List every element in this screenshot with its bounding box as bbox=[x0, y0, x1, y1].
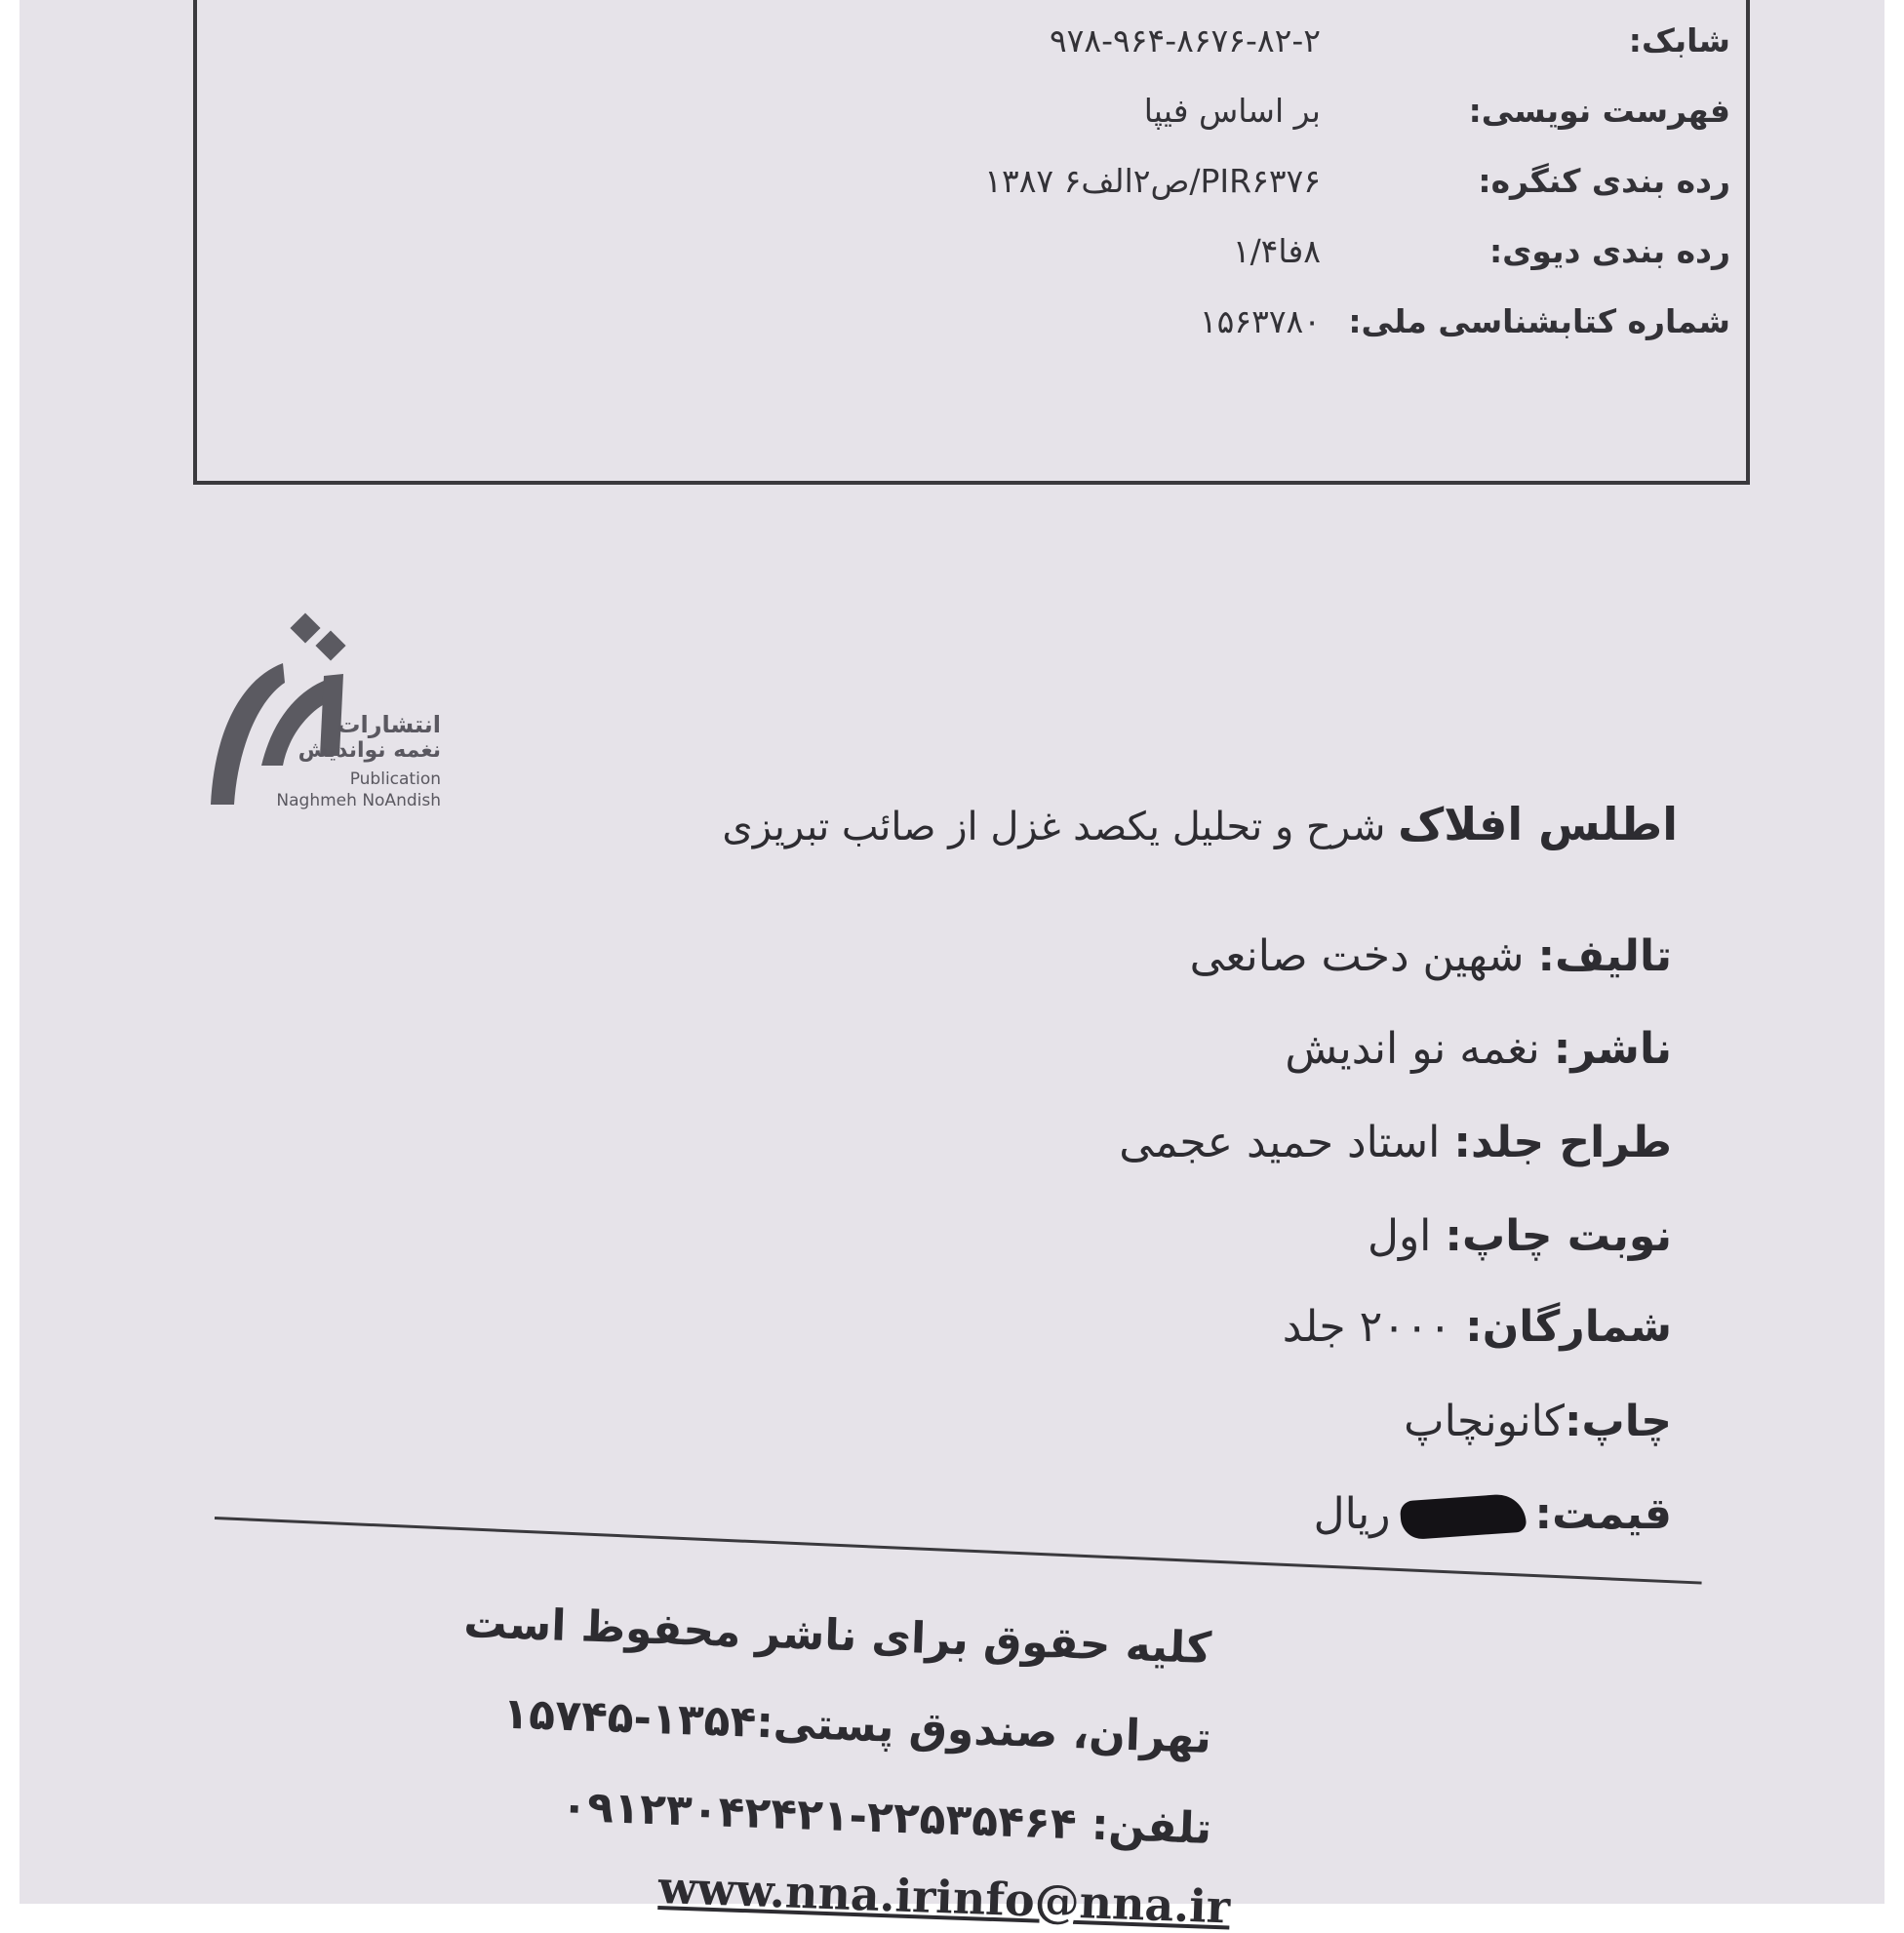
edition-value: اول bbox=[1367, 1211, 1432, 1261]
publisher-value: نغمه نو اندیش bbox=[1285, 1024, 1540, 1074]
publisher-label: ناشر: bbox=[1553, 1024, 1672, 1074]
logo-name-en-2: Naghmeh NoAndish bbox=[276, 791, 441, 810]
printer-row bbox=[1404, 1397, 1672, 1446]
cip-row-isbn bbox=[209, 21, 1730, 76]
price-label: قیمت: bbox=[1534, 1489, 1672, 1539]
phone-numbers: تلفن: ۲۲۵۳۵۴۶۴-۰۹۱۲۳۰۴۲۴۲۱ bbox=[560, 1781, 1212, 1854]
cover-designer-row bbox=[1119, 1118, 1672, 1167]
cip-row-cataloging bbox=[209, 92, 1730, 146]
print-run-label: شمارگان: bbox=[1465, 1302, 1672, 1352]
dewey-value: ۸فا۱/۴ bbox=[1232, 232, 1321, 270]
national-number-value: ۱۵۶۳۷۸۰ bbox=[1199, 302, 1321, 340]
lc-class-value: PIR۶۳۷۶/ص۲الف۶ ۱۳۸۷ bbox=[984, 162, 1321, 200]
isbn-label: شابک: bbox=[1628, 21, 1730, 59]
printer-label: چاپ: bbox=[1564, 1397, 1672, 1446]
logo-name-fa-2: نغمه نواندیش bbox=[298, 738, 441, 763]
cip-row-national-number bbox=[209, 302, 1730, 357]
rights-notice: کلیه حقوق برای ناشر محفوظ است bbox=[462, 1598, 1212, 1674]
cip-catalog-box bbox=[193, 0, 1750, 485]
author-row bbox=[1190, 931, 1672, 981]
price-currency: ریال bbox=[1313, 1489, 1391, 1539]
isbn-value: ۹۷۸-۹۶۴-۸۶۷۶-۸۲-۲ bbox=[1049, 21, 1321, 59]
copyright-page bbox=[20, 0, 1884, 1933]
logo-name-fa-1: انتشارات bbox=[337, 711, 441, 738]
printer-value: کانونچاپ bbox=[1404, 1397, 1565, 1446]
redaction-mark bbox=[1399, 1493, 1526, 1541]
book-title-subtitle: شرح و تحلیل یکصد غزل از صائب تبریزی bbox=[722, 805, 1386, 849]
cataloging-value: بر اساس فیپا bbox=[1143, 92, 1321, 130]
cip-row-lc-class bbox=[209, 162, 1730, 217]
cover-designer-label: طراح جلد: bbox=[1453, 1118, 1672, 1167]
book-title-main: اطلس افلاک bbox=[1398, 798, 1678, 850]
author-value: شهین دخت صانعی bbox=[1189, 931, 1525, 981]
website-email: www.nna.irinfo@nna.ir bbox=[657, 1861, 1232, 1933]
author-label: تالیف: bbox=[1537, 931, 1672, 981]
book-title bbox=[722, 798, 1678, 850]
national-number-label: شماره کتابشناسی ملی: bbox=[1348, 302, 1730, 340]
print-run-value: ۲۰۰۰ جلد bbox=[1282, 1302, 1452, 1352]
cip-row-dewey bbox=[209, 232, 1730, 287]
lc-class-label: رده بندی کنگره: bbox=[1478, 162, 1730, 200]
print-run-row bbox=[1283, 1302, 1672, 1352]
cover-designer-value: استاد حمید عجمی bbox=[1119, 1118, 1441, 1167]
publisher-row bbox=[1285, 1024, 1672, 1074]
cataloging-label: فهرست نویسی: bbox=[1468, 92, 1730, 130]
logo-name-en-1: Publication bbox=[349, 769, 441, 789]
dewey-label: رده بندی دیوی: bbox=[1488, 232, 1730, 270]
publisher-logo bbox=[205, 610, 458, 819]
edition-row bbox=[1368, 1211, 1672, 1261]
edition-label: نوبت چاپ: bbox=[1445, 1211, 1672, 1261]
postal-address: تهران، صندوق پستی:۱۳۵۴-۱۵۷۴۵ bbox=[501, 1688, 1212, 1763]
price-row bbox=[1314, 1489, 1672, 1539]
